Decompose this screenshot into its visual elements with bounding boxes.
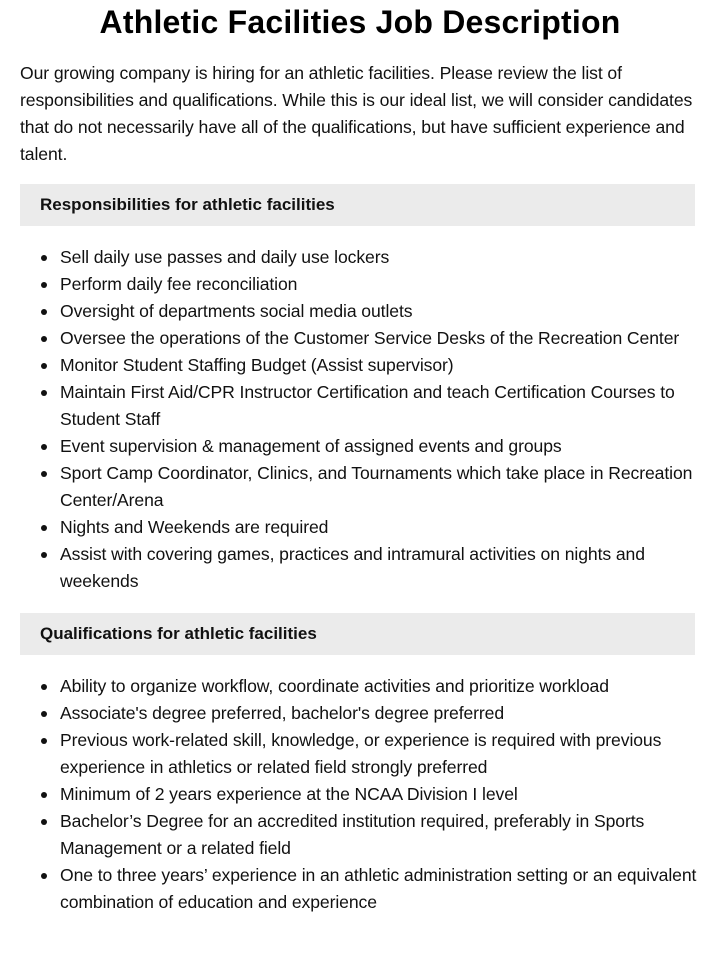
list-item bbox=[20, 460, 700, 514]
list-item bbox=[20, 514, 700, 541]
bullet-icon bbox=[41, 792, 47, 798]
bullet-icon bbox=[41, 552, 47, 558]
bullet-icon bbox=[41, 309, 47, 315]
intro-paragraph: Our growing company is hiring for an athletic facilities. Please review the list of responsibilities and qualifications. While this is our ideal list, we will consider candidates that do not necessarily have all of the qualifications, but have sufficient experience and talent. bbox=[20, 63, 693, 164]
list-item-text: Sport Camp Coordinator, Clinics, and Tournaments which take place in Recreation Center/Arena bbox=[60, 463, 693, 510]
bullet-icon bbox=[41, 444, 47, 450]
list-item-text: Oversee the operations of the Customer Service Desks of the Recreation Center bbox=[60, 328, 680, 348]
list-item bbox=[20, 271, 700, 298]
list-item bbox=[20, 541, 700, 595]
qualifications-list bbox=[20, 673, 700, 916]
list-item bbox=[20, 700, 700, 727]
bullet-icon bbox=[41, 684, 47, 690]
responsibilities-list bbox=[20, 244, 700, 595]
list-item-text: Associate's degree preferred, bachelor's degree preferred bbox=[60, 703, 505, 723]
list-item bbox=[20, 352, 700, 379]
responsibilities-heading: Responsibilities for athletic facilities bbox=[20, 184, 695, 226]
bullet-icon bbox=[41, 738, 47, 744]
list-item bbox=[20, 673, 700, 700]
list-item-text: Monitor Student Staffing Budget (Assist supervisor) bbox=[60, 355, 454, 375]
list-item bbox=[20, 379, 700, 433]
list-item-text: Event supervision & management of assigned events and groups bbox=[60, 436, 562, 456]
list-item bbox=[20, 325, 700, 352]
list-item-text: Bachelor’s Degree for an accredited institution required, preferably in Sports Management or a related field bbox=[60, 811, 645, 858]
list-item-text: Minimum of 2 years experience at the NCAA Division I level bbox=[60, 784, 518, 804]
list-item bbox=[20, 298, 700, 325]
bullet-icon bbox=[41, 711, 47, 717]
bullet-icon bbox=[41, 819, 47, 825]
list-item-text: Maintain First Aid/CPR Instructor Certification and teach Certification Courses to Student Staff bbox=[60, 382, 675, 429]
bullet-icon bbox=[41, 390, 47, 396]
bullet-icon bbox=[41, 525, 47, 531]
list-item-text: Previous work-related skill, knowledge, or experience is required with previous experience in athletics or related field strongly preferred bbox=[60, 730, 662, 777]
list-item bbox=[20, 781, 700, 808]
bullet-icon bbox=[41, 873, 47, 879]
bullet-icon bbox=[41, 363, 47, 369]
page-title: Athletic Facilities Job Description bbox=[99, 4, 621, 40]
list-item-text: Oversight of departments social media outlets bbox=[60, 301, 413, 321]
list-item-text: One to three years’ experience in an athletic administration setting or an equivalent combination of education and experience bbox=[60, 865, 697, 912]
list-item bbox=[20, 727, 700, 781]
list-item-text: Assist with covering games, practices and intramural activities on nights and weekends bbox=[60, 544, 645, 591]
bullet-icon bbox=[41, 255, 47, 261]
bullet-icon bbox=[41, 471, 47, 477]
list-item bbox=[20, 433, 700, 460]
list-item bbox=[20, 244, 700, 271]
list-item-text: Perform daily fee reconciliation bbox=[60, 274, 298, 294]
list-item bbox=[20, 862, 700, 916]
list-item-text: Ability to organize workflow, coordinate activities and prioritize workload bbox=[60, 676, 609, 696]
list-item-text: Sell daily use passes and daily use lockers bbox=[60, 247, 390, 267]
bullet-icon bbox=[41, 282, 47, 288]
bullet-icon bbox=[41, 336, 47, 342]
list-item bbox=[20, 808, 700, 862]
list-item-text: Nights and Weekends are required bbox=[60, 517, 329, 537]
qualifications-heading: Qualifications for athletic facilities bbox=[20, 613, 695, 655]
